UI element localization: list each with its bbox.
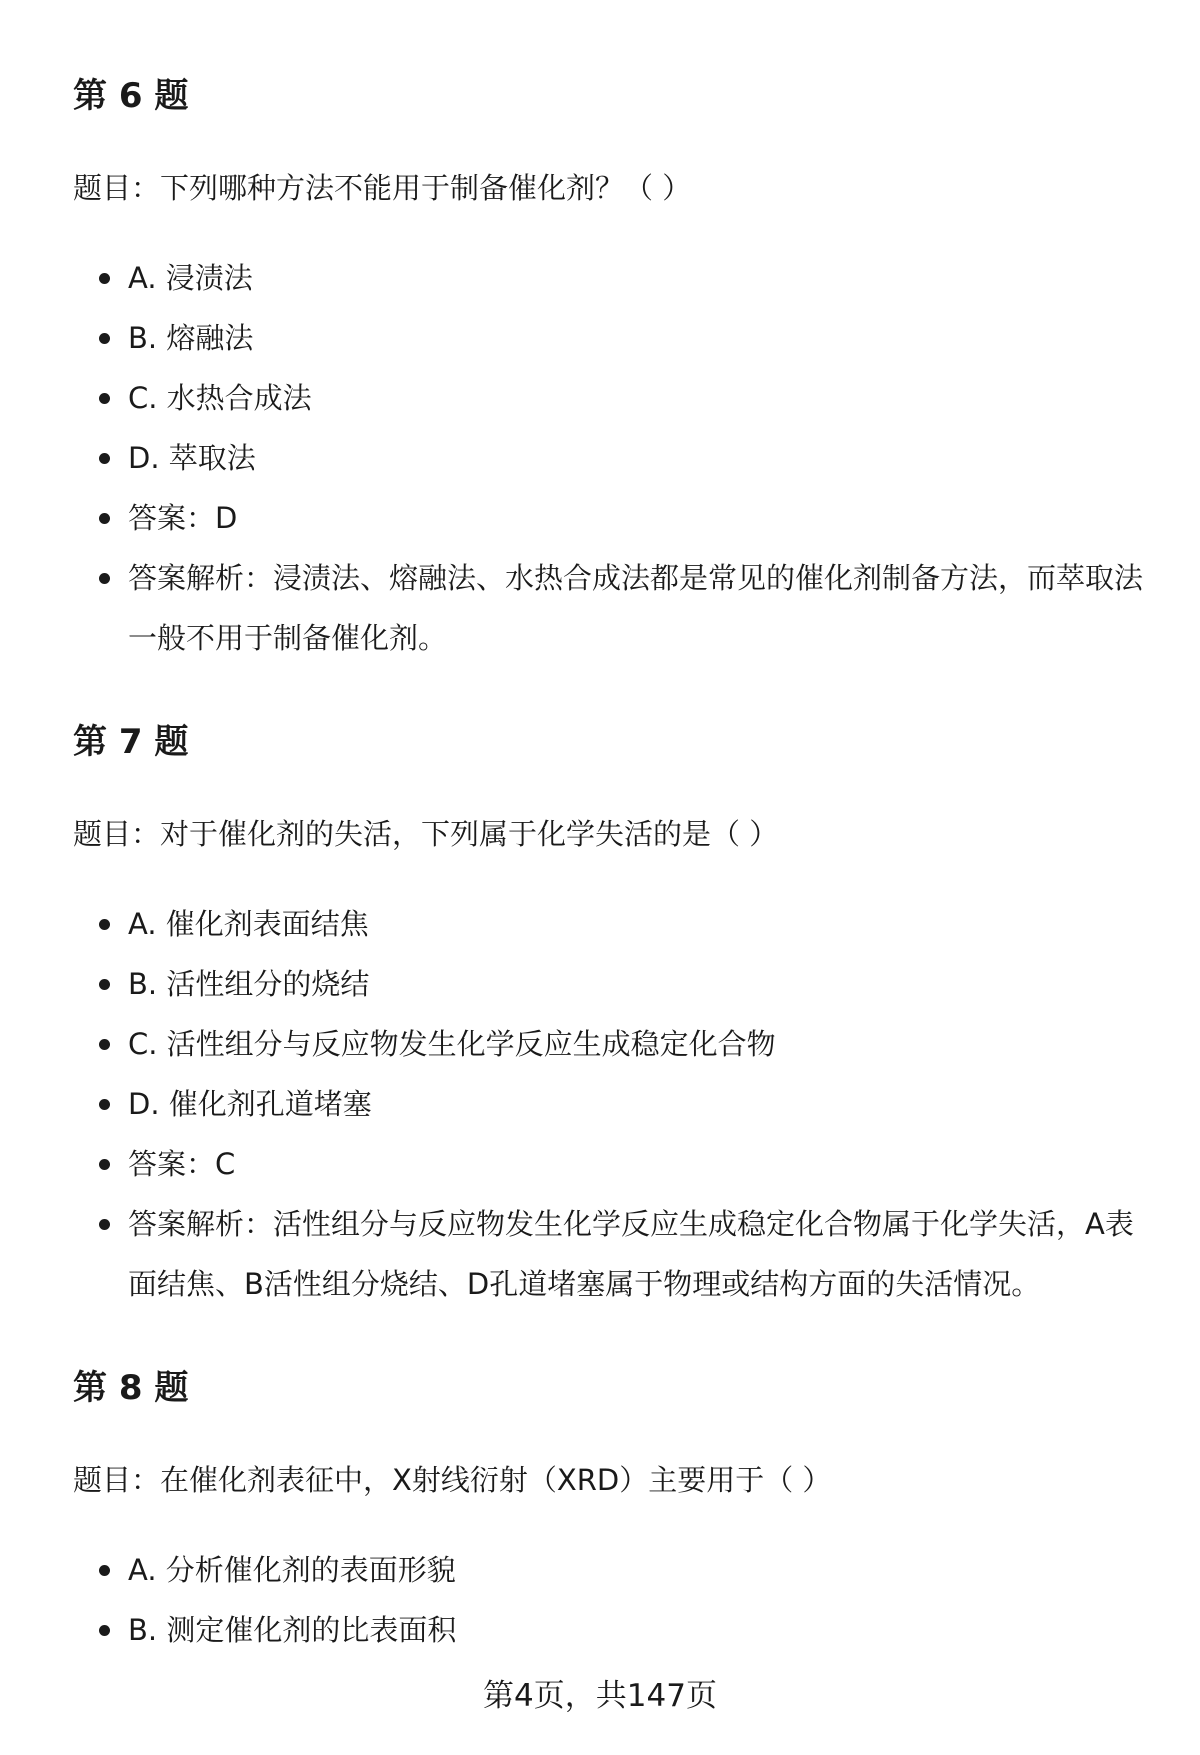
option-d [73, 428, 1143, 488]
bullet-icon [99, 979, 110, 990]
bullet-icon [99, 1565, 110, 1576]
option-text: B. 熔融法 [128, 321, 254, 355]
answer [73, 488, 1143, 548]
option-text: D. 萃取法 [128, 441, 256, 475]
explanation-text: 答案解析：活性组分与反应物发生化学反应生成稳定化合物属于化学失活，A表面结焦、B活性组分烧结、D孔道堵塞属于物理或结构方面的失活情况。 [128, 1207, 1134, 1301]
bullet-icon [99, 513, 110, 524]
option-list [73, 1540, 1143, 1660]
answer-explanation [73, 1194, 1143, 1314]
option-a [73, 1540, 1143, 1600]
option-text: A. 分析催化剂的表面形貌 [128, 1553, 456, 1587]
option-a [73, 894, 1143, 954]
page-number: 第4页，共147页 [483, 1678, 717, 1714]
question-prompt: 题目：下列哪种方法不能用于制备催化剂？（ ） [73, 171, 692, 205]
question-prompt: 题目：在催化剂表征中，X射线衍射（XRD）主要用于（ ） [73, 1463, 832, 1497]
answer [73, 1134, 1143, 1194]
question-8 [73, 1368, 1143, 1660]
option-text: B. 活性组分的烧结 [128, 967, 370, 1001]
answer-text: 答案：D [128, 501, 238, 535]
option-b [73, 1600, 1143, 1660]
question-7 [73, 722, 1143, 1314]
option-text: B. 测定催化剂的比表面积 [128, 1613, 457, 1647]
bullet-icon [99, 333, 110, 344]
explanation-text: 答案解析：浸渍法、熔融法、水热合成法都是常见的催化剂制备方法，而萃取法一般不用于制备催化剂。 [128, 561, 1144, 655]
option-b [73, 308, 1143, 368]
bullet-icon [99, 393, 110, 404]
option-text: C. 活性组分与反应物发生化学反应生成稳定化合物 [128, 1027, 776, 1061]
question-prompt: 题目：对于催化剂的失活，下列属于化学失活的是（ ） [73, 817, 779, 851]
option-text: A. 浸渍法 [128, 261, 253, 295]
question-heading: 第 7 题 [73, 722, 189, 762]
question-heading: 第 6 题 [73, 76, 189, 116]
option-b [73, 954, 1143, 1014]
option-a [73, 248, 1143, 308]
bullet-icon [99, 1099, 110, 1110]
bullet-icon [99, 1219, 110, 1230]
option-list [73, 894, 1143, 1314]
option-c [73, 1014, 1143, 1074]
option-text: D. 催化剂孔道堵塞 [128, 1087, 372, 1121]
answer-text: 答案：C [128, 1147, 236, 1181]
bullet-icon [99, 573, 110, 584]
bullet-icon [99, 273, 110, 284]
option-text: A. 催化剂表面结焦 [128, 907, 369, 941]
bullet-icon [99, 1625, 110, 1636]
question-heading: 第 8 题 [73, 1368, 189, 1408]
bullet-icon [99, 1159, 110, 1170]
answer-explanation [73, 548, 1143, 668]
option-text: C. 水热合成法 [128, 381, 312, 415]
option-d [73, 1074, 1143, 1134]
bullet-icon [99, 919, 110, 930]
option-c [73, 368, 1143, 428]
bullet-icon [99, 453, 110, 464]
question-6 [73, 76, 1143, 668]
bullet-icon [99, 1039, 110, 1050]
option-list [73, 248, 1143, 668]
